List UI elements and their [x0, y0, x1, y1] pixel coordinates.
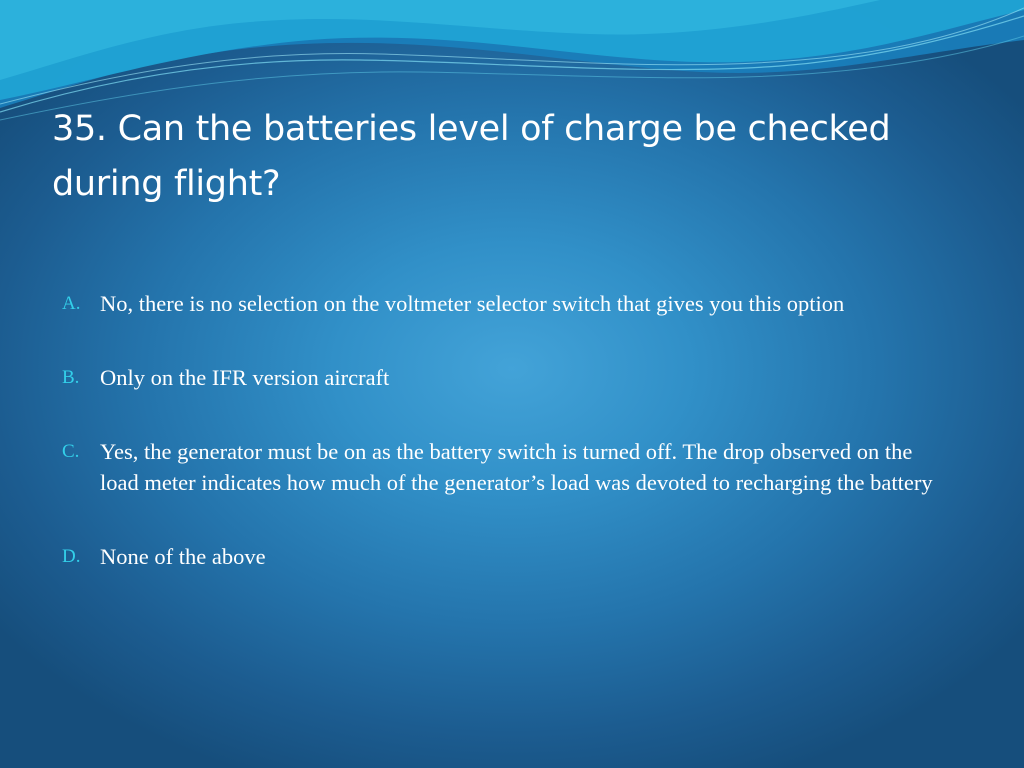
option-text-a: No, there is no selection on the voltmeter selector switch that gives you this option: [100, 291, 845, 316]
answer-option-a: [62, 288, 942, 319]
option-text-c: Yes, the generator must be on as the battery switch is turned off. The drop observed on the load meter indicates how much of the generator’s load was devoted to recharging the battery: [100, 439, 933, 495]
option-text-b: Only on the IFR version aircraft: [100, 365, 390, 390]
option-letter-a: A.: [62, 293, 81, 314]
answer-options-list: [62, 288, 942, 615]
option-letter-b: B.: [62, 367, 80, 388]
option-letter-d: D.: [62, 546, 81, 567]
answer-option-d: [62, 541, 942, 572]
option-text-d: None of the above: [100, 544, 266, 569]
answer-option-b: [62, 362, 942, 393]
option-letter-c: C.: [62, 441, 80, 462]
slide-title: 35. Can the batteries level of charge be checked during flight?: [52, 109, 891, 204]
answer-option-c: [62, 436, 942, 498]
